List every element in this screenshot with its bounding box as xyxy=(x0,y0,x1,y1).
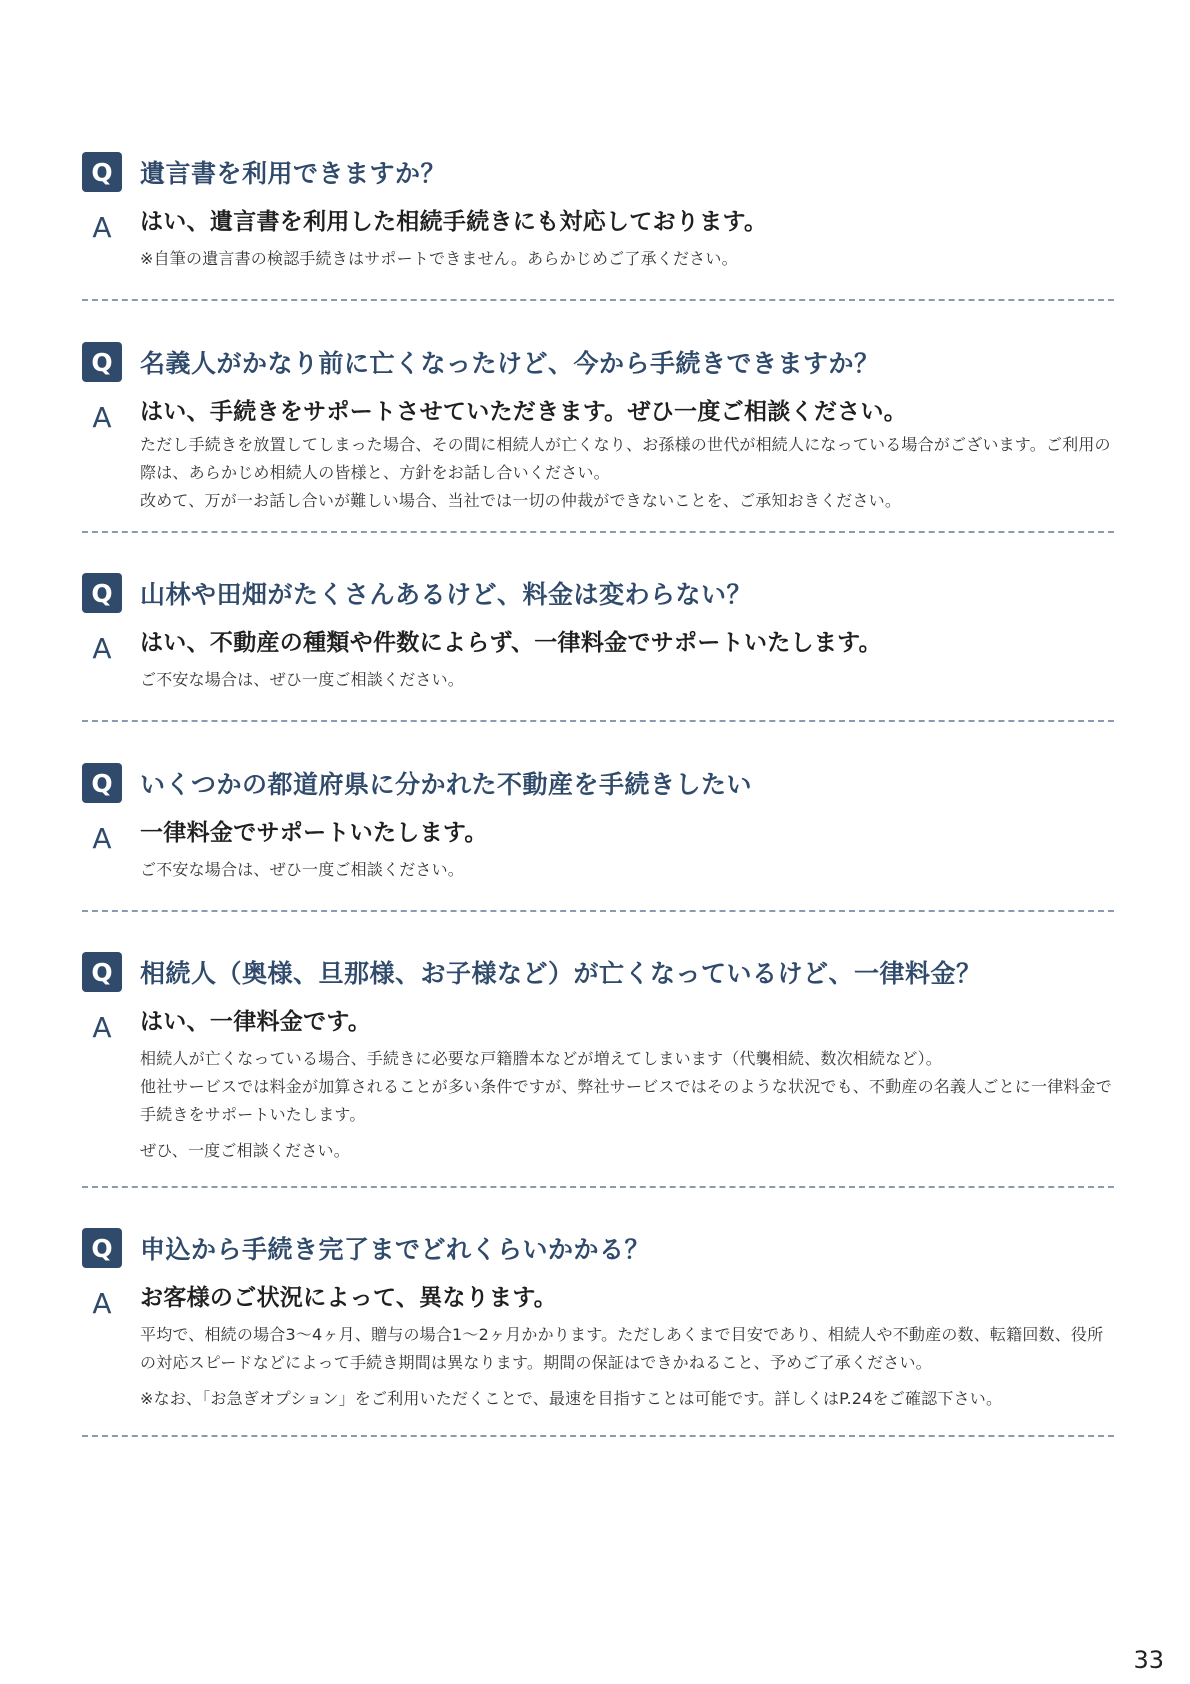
answer-heading: 一律料金でサポートいたします。 xyxy=(140,820,488,846)
answer-body xyxy=(140,205,1114,273)
answer-paragraph: 平均で、相続の場合3〜4ヶ月、贈与の場合1〜2ヶ月かかります。ただしあくまで目安であり、相続人や不動産の数、転籍回数、役所の対応スピードなどによって手続き期間は異なります。期間の保証はできかねること、予めご了承ください。 xyxy=(140,1325,1104,1372)
faq-item xyxy=(82,1227,1114,1413)
question-row xyxy=(82,1227,1114,1269)
answer-paragraph: ただし手続きを放置してしまった場合、その間に相続人が亡くなり、お孫様の世代が相続人になっている場合がございます。ご利用の際は、あらかじめ相続人の皆様と、方針をお話し合いください。 xyxy=(140,435,1111,482)
answer-row xyxy=(82,1005,1114,1165)
answer-body xyxy=(140,1281,1114,1413)
answer-heading: はい、遺言書を利用した相続手続きにも対応しております。 xyxy=(140,209,768,235)
answer-heading: はい、手続きをサポートさせていただきます。ぜひ一度ご相談ください。 xyxy=(140,399,908,425)
question-text: 名義人がかなり前に亡くなったけど、今から手続きできますか？ xyxy=(140,349,880,378)
answer-badge: A xyxy=(92,211,112,244)
dashed-divider xyxy=(82,720,1114,722)
question-row xyxy=(82,572,1114,614)
answer-body xyxy=(140,626,1114,694)
question-badge: Q xyxy=(82,152,122,192)
answer-paragraph: 他社サービスでは料金が加算されることが多い条件ですが、弊社サービスではそのような状況でも、不動産の名義人ごとに一律料金で手続きをサポートいたします。 xyxy=(140,1077,1113,1124)
faq-item xyxy=(82,151,1114,273)
answer-badge: A xyxy=(92,1011,112,1044)
faq-item xyxy=(82,572,1114,694)
answer-text xyxy=(140,1321,1114,1413)
answer-heading: お客様のご状況によって、異なります。 xyxy=(140,1285,558,1311)
question-badge: Q xyxy=(82,573,122,613)
answer-badge: A xyxy=(92,822,112,855)
answer-badge: A xyxy=(92,1287,112,1320)
question-text: 山林や田畑がたくさんあるけど、料金は変わらない？ xyxy=(140,580,753,609)
answer-text xyxy=(140,856,1114,884)
answer-body xyxy=(140,816,1114,884)
answer-heading: はい、一律料金です。 xyxy=(140,1009,372,1035)
dashed-divider xyxy=(82,1435,1114,1437)
answer-paragraph: ご不安な場合は、ぜひ一度ご相談ください。 xyxy=(140,860,465,879)
answer-paragraph: 改めて、万が一お話し合いが難しい場合、当社では一切の仲裁ができないことを、ご承知おきください。 xyxy=(140,491,902,510)
answer-text xyxy=(140,245,1114,273)
answer-badge: A xyxy=(92,401,112,434)
answer-heading: はい、不動産の種類や件数によらず、一律料金でサポートいたします。 xyxy=(140,630,882,656)
question-text: 申込から手続き完了までどれくらいかかる？ xyxy=(140,1235,651,1264)
answer-row xyxy=(82,816,1114,884)
faq-item xyxy=(82,951,1114,1165)
answer-paragraph: 相続人が亡くなっている場合、手続きに必要な戸籍謄本などが増えてしまいます（代襲相続、数次相続など）。 xyxy=(140,1049,943,1068)
answer-paragraph: ぜひ、一度ご相談ください。 xyxy=(140,1141,350,1160)
dashed-divider xyxy=(82,1186,1114,1188)
answer-paragraph: ※自筆の遺言書の検認手続きはサポートできません。あらかじめご了承ください。 xyxy=(140,249,738,268)
page-number: 33 xyxy=(1133,1646,1164,1674)
question-badge: Q xyxy=(82,1228,122,1268)
answer-text xyxy=(140,431,1114,515)
answer-row xyxy=(82,1281,1114,1413)
question-badge: Q xyxy=(82,763,122,803)
question-badge: Q xyxy=(82,952,122,992)
dashed-divider xyxy=(82,299,1114,301)
question-row xyxy=(82,341,1114,383)
question-row xyxy=(82,151,1114,193)
question-row xyxy=(82,762,1114,804)
question-badge: Q xyxy=(82,342,122,382)
answer-text xyxy=(140,666,1114,694)
answer-paragraph: ご不安な場合は、ぜひ一度ご相談ください。 xyxy=(140,670,465,689)
faq-item xyxy=(82,762,1114,884)
faq-item xyxy=(82,341,1114,515)
answer-row xyxy=(82,205,1114,273)
answer-body xyxy=(140,1005,1114,1165)
question-text: 相続人（奥様、旦那様、お子様など）が亡くなっているけど、一律料金？ xyxy=(140,959,982,988)
answer-text xyxy=(140,1045,1114,1165)
dashed-divider xyxy=(82,910,1114,912)
answer-paragraph: ※なお、「お急ぎオプション」をご利用いただくことで、最速を目指すことは可能です。詳しくはP.24をご確認下さい。 xyxy=(140,1389,1003,1408)
answer-body xyxy=(140,395,1114,515)
dashed-divider xyxy=(82,531,1114,533)
question-text: いくつかの都道府県に分かれた不動産を手続きしたい xyxy=(140,770,753,799)
question-row xyxy=(82,951,1114,993)
question-text: 遺言書を利用できますか？ xyxy=(140,159,447,188)
answer-row xyxy=(82,626,1114,694)
answer-row xyxy=(82,395,1114,515)
answer-badge: A xyxy=(92,632,112,665)
